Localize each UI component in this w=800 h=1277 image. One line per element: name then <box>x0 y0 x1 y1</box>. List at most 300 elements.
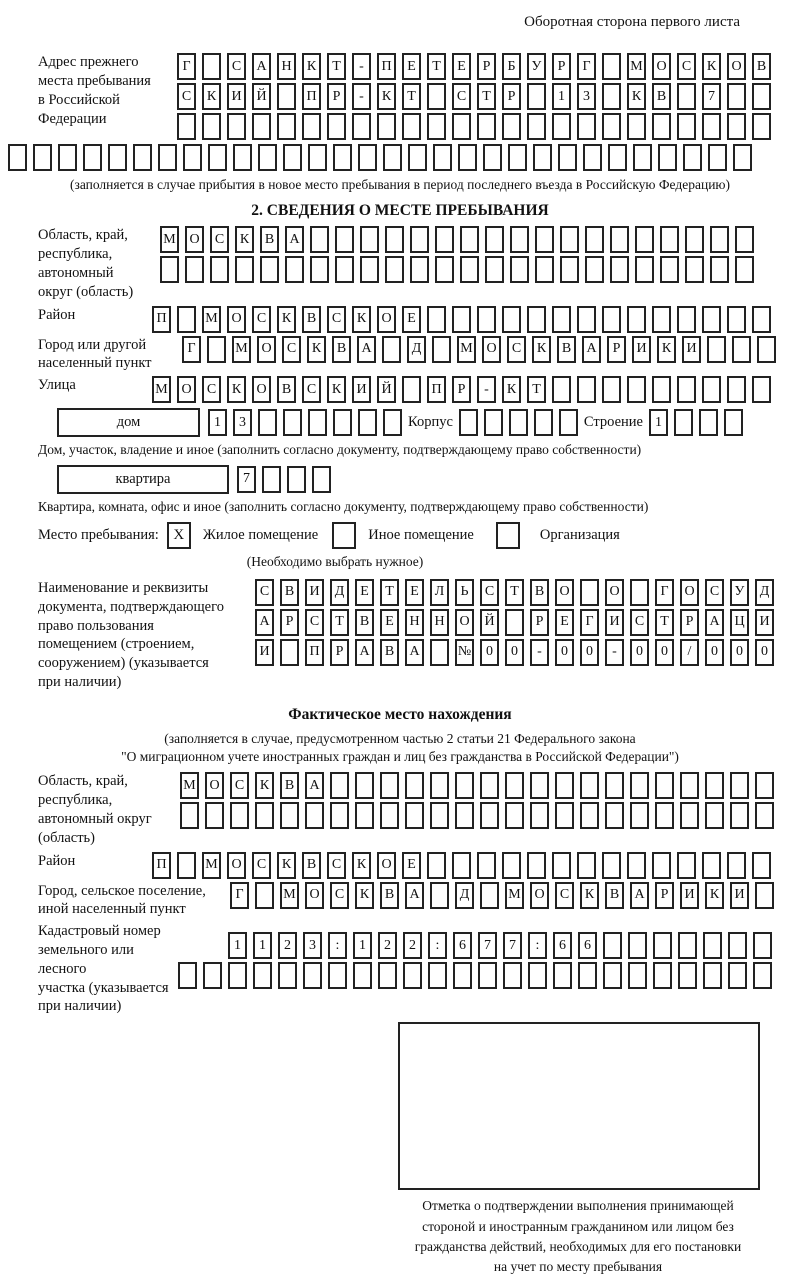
other-premises-checkbox[interactable] <box>332 522 356 549</box>
char-box[interactable] <box>527 83 546 110</box>
char-box[interactable] <box>653 962 672 989</box>
char-box[interactable] <box>333 144 352 171</box>
char-box[interactable]: И <box>682 336 701 363</box>
char-box[interactable] <box>385 256 404 283</box>
char-box[interactable] <box>755 772 774 799</box>
char-box[interactable] <box>655 802 674 829</box>
char-box[interactable] <box>483 144 502 171</box>
char-box[interactable] <box>752 113 771 140</box>
char-box[interactable] <box>459 409 478 436</box>
char-box[interactable]: А <box>305 772 324 799</box>
char-box[interactable] <box>202 53 221 80</box>
char-box[interactable]: В <box>280 579 299 606</box>
char-box[interactable] <box>233 144 252 171</box>
char-box[interactable] <box>477 306 496 333</box>
char-box[interactable]: Т <box>402 83 421 110</box>
char-box[interactable] <box>732 336 751 363</box>
char-box[interactable]: О <box>605 579 624 606</box>
char-box[interactable]: М <box>232 336 251 363</box>
char-box[interactable]: Е <box>555 609 574 636</box>
char-box[interactable] <box>305 802 324 829</box>
char-box[interactable] <box>280 802 299 829</box>
char-box[interactable] <box>752 376 771 403</box>
char-box[interactable] <box>280 639 299 666</box>
char-box[interactable]: К <box>532 336 551 363</box>
char-box[interactable]: - <box>605 639 624 666</box>
char-box[interactable] <box>380 772 399 799</box>
char-box[interactable] <box>478 962 497 989</box>
char-box[interactable] <box>358 144 377 171</box>
char-box[interactable]: 1 <box>353 932 372 959</box>
char-box[interactable]: Д <box>455 882 474 909</box>
char-box[interactable]: М <box>160 226 179 253</box>
char-box[interactable] <box>202 113 221 140</box>
char-box[interactable] <box>728 962 747 989</box>
char-box[interactable]: Н <box>405 609 424 636</box>
char-box[interactable]: 0 <box>630 639 649 666</box>
char-box[interactable]: И <box>730 882 749 909</box>
char-box[interactable]: С <box>230 772 249 799</box>
char-box[interactable] <box>277 83 296 110</box>
char-box[interactable]: С <box>507 336 526 363</box>
char-box[interactable]: К <box>307 336 326 363</box>
char-box[interactable]: Б <box>502 53 521 80</box>
char-box[interactable] <box>602 53 621 80</box>
char-box[interactable] <box>435 256 454 283</box>
char-box[interactable] <box>208 144 227 171</box>
char-box[interactable]: : <box>528 932 547 959</box>
char-box[interactable] <box>677 306 696 333</box>
char-box[interactable]: Н <box>430 609 449 636</box>
char-box[interactable] <box>302 113 321 140</box>
char-box[interactable] <box>527 306 546 333</box>
char-box[interactable]: А <box>285 226 304 253</box>
char-box[interactable] <box>258 144 277 171</box>
char-box[interactable]: П <box>152 306 171 333</box>
char-box[interactable] <box>383 409 402 436</box>
char-box[interactable]: О <box>727 53 746 80</box>
char-box[interactable] <box>502 852 521 879</box>
char-box[interactable]: 2 <box>403 932 422 959</box>
char-box[interactable] <box>503 962 522 989</box>
char-box[interactable]: - <box>530 639 549 666</box>
char-box[interactable] <box>680 802 699 829</box>
char-box[interactable] <box>627 306 646 333</box>
char-box[interactable]: 0 <box>505 639 524 666</box>
char-box[interactable] <box>430 639 449 666</box>
char-box[interactable]: Е <box>355 579 374 606</box>
char-box[interactable]: А <box>405 639 424 666</box>
char-box[interactable]: О <box>205 772 224 799</box>
char-box[interactable]: У <box>730 579 749 606</box>
char-box[interactable]: С <box>282 336 301 363</box>
char-box[interactable]: С <box>227 53 246 80</box>
char-box[interactable] <box>333 409 352 436</box>
char-box[interactable]: В <box>302 306 321 333</box>
char-box[interactable]: У <box>527 53 546 80</box>
char-box[interactable] <box>258 409 277 436</box>
char-box[interactable] <box>428 962 447 989</box>
char-box[interactable]: Г <box>230 882 249 909</box>
char-box[interactable] <box>627 113 646 140</box>
char-box[interactable] <box>710 226 729 253</box>
char-box[interactable]: 2 <box>378 932 397 959</box>
char-box[interactable]: С <box>252 306 271 333</box>
char-box[interactable]: С <box>677 53 696 80</box>
char-box[interactable] <box>530 802 549 829</box>
char-box[interactable]: Й <box>377 376 396 403</box>
char-box[interactable] <box>602 376 621 403</box>
char-box[interactable]: Т <box>477 83 496 110</box>
char-box[interactable] <box>755 802 774 829</box>
char-box[interactable] <box>408 144 427 171</box>
char-box[interactable] <box>33 144 52 171</box>
char-box[interactable]: Т <box>330 609 349 636</box>
char-box[interactable] <box>402 113 421 140</box>
char-box[interactable]: Л <box>430 579 449 606</box>
char-box[interactable] <box>577 852 596 879</box>
char-box[interactable] <box>355 802 374 829</box>
char-box[interactable]: М <box>180 772 199 799</box>
char-box[interactable] <box>330 802 349 829</box>
char-box[interactable] <box>730 802 749 829</box>
char-box[interactable]: Й <box>480 609 499 636</box>
char-box[interactable]: О <box>555 579 574 606</box>
char-box[interactable]: К <box>255 772 274 799</box>
char-box[interactable]: С <box>330 882 349 909</box>
char-box[interactable]: Е <box>402 852 421 879</box>
char-box[interactable] <box>260 256 279 283</box>
char-box[interactable]: Р <box>607 336 626 363</box>
char-box[interactable] <box>310 226 329 253</box>
char-box[interactable] <box>177 852 196 879</box>
char-box[interactable] <box>230 802 249 829</box>
char-box[interactable] <box>360 226 379 253</box>
char-box[interactable] <box>627 376 646 403</box>
char-box[interactable] <box>207 336 226 363</box>
char-box[interactable]: Р <box>280 609 299 636</box>
char-box[interactable] <box>485 256 504 283</box>
char-box[interactable] <box>378 962 397 989</box>
char-box[interactable] <box>458 144 477 171</box>
char-box[interactable] <box>58 144 77 171</box>
char-box[interactable] <box>235 256 254 283</box>
char-box[interactable] <box>580 802 599 829</box>
char-box[interactable] <box>455 802 474 829</box>
char-box[interactable] <box>558 144 577 171</box>
char-box[interactable] <box>185 256 204 283</box>
char-box[interactable]: П <box>152 852 171 879</box>
char-box[interactable]: Е <box>405 579 424 606</box>
char-box[interactable]: 6 <box>578 932 597 959</box>
char-box[interactable] <box>178 962 197 989</box>
char-box[interactable] <box>380 802 399 829</box>
char-box[interactable]: А <box>255 609 274 636</box>
char-box[interactable] <box>352 113 371 140</box>
char-box[interactable] <box>608 144 627 171</box>
char-box[interactable]: 1 <box>649 409 668 436</box>
char-box[interactable]: О <box>377 306 396 333</box>
char-box[interactable] <box>435 226 454 253</box>
char-box[interactable] <box>702 852 721 879</box>
char-box[interactable] <box>530 772 549 799</box>
char-box[interactable] <box>405 772 424 799</box>
char-box[interactable] <box>453 962 472 989</box>
char-box[interactable] <box>484 409 503 436</box>
char-box[interactable]: Ь <box>455 579 474 606</box>
char-box[interactable]: С <box>630 609 649 636</box>
char-box[interactable]: М <box>152 376 171 403</box>
char-box[interactable] <box>360 256 379 283</box>
char-box[interactable] <box>602 113 621 140</box>
char-box[interactable]: А <box>582 336 601 363</box>
char-box[interactable] <box>703 932 722 959</box>
char-box[interactable]: О <box>227 306 246 333</box>
char-box[interactable]: М <box>202 306 221 333</box>
char-box[interactable]: 7 <box>503 932 522 959</box>
char-box[interactable] <box>485 226 504 253</box>
char-box[interactable]: К <box>580 882 599 909</box>
char-box[interactable]: - <box>352 53 371 80</box>
char-box[interactable] <box>330 772 349 799</box>
char-box[interactable] <box>552 113 571 140</box>
char-box[interactable] <box>633 144 652 171</box>
char-box[interactable] <box>552 306 571 333</box>
char-box[interactable] <box>460 226 479 253</box>
char-box[interactable] <box>578 962 597 989</box>
char-box[interactable]: С <box>452 83 471 110</box>
char-box[interactable] <box>205 802 224 829</box>
char-box[interactable] <box>160 256 179 283</box>
char-box[interactable]: Р <box>477 53 496 80</box>
char-box[interactable] <box>427 852 446 879</box>
char-box[interactable]: О <box>305 882 324 909</box>
char-box[interactable]: Г <box>577 53 596 80</box>
char-box[interactable] <box>253 962 272 989</box>
char-box[interactable] <box>602 852 621 879</box>
char-box[interactable]: А <box>405 882 424 909</box>
char-box[interactable] <box>752 306 771 333</box>
char-box[interactable] <box>534 409 553 436</box>
char-box[interactable]: К <box>355 882 374 909</box>
char-box[interactable]: С <box>252 852 271 879</box>
char-box[interactable] <box>680 772 699 799</box>
char-box[interactable] <box>505 802 524 829</box>
char-box[interactable] <box>508 144 527 171</box>
char-box[interactable]: К <box>352 306 371 333</box>
char-box[interactable]: К <box>202 83 221 110</box>
char-box[interactable]: 1 <box>228 932 247 959</box>
char-box[interactable]: О <box>257 336 276 363</box>
char-box[interactable]: С <box>327 852 346 879</box>
char-box[interactable]: А <box>355 639 374 666</box>
char-box[interactable]: А <box>252 53 271 80</box>
char-box[interactable]: П <box>377 53 396 80</box>
char-box[interactable]: - <box>352 83 371 110</box>
char-box[interactable] <box>278 962 297 989</box>
char-box[interactable]: В <box>302 852 321 879</box>
char-box[interactable] <box>327 113 346 140</box>
char-box[interactable] <box>510 256 529 283</box>
char-box[interactable]: 2 <box>278 932 297 959</box>
char-box[interactable]: В <box>380 882 399 909</box>
char-box[interactable] <box>635 226 654 253</box>
char-box[interactable] <box>727 83 746 110</box>
char-box[interactable] <box>410 256 429 283</box>
char-box[interactable]: 1 <box>552 83 571 110</box>
char-box[interactable] <box>383 144 402 171</box>
char-box[interactable]: М <box>202 852 221 879</box>
char-box[interactable]: И <box>352 376 371 403</box>
char-box[interactable] <box>452 852 471 879</box>
char-box[interactable]: К <box>702 53 721 80</box>
char-box[interactable] <box>602 83 621 110</box>
char-box[interactable]: К <box>277 852 296 879</box>
char-box[interactable] <box>252 113 271 140</box>
char-box[interactable] <box>228 962 247 989</box>
char-box[interactable]: М <box>627 53 646 80</box>
char-box[interactable]: Г <box>177 53 196 80</box>
char-box[interactable] <box>432 336 451 363</box>
char-box[interactable] <box>577 113 596 140</box>
char-box[interactable]: 1 <box>208 409 227 436</box>
char-box[interactable] <box>580 772 599 799</box>
char-box[interactable] <box>627 852 646 879</box>
char-box[interactable] <box>705 772 724 799</box>
char-box[interactable]: К <box>705 882 724 909</box>
char-box[interactable] <box>677 83 696 110</box>
char-box[interactable] <box>403 962 422 989</box>
char-box[interactable] <box>158 144 177 171</box>
char-box[interactable] <box>385 226 404 253</box>
char-box[interactable]: Т <box>427 53 446 80</box>
char-box[interactable] <box>262 466 281 493</box>
char-box[interactable] <box>628 962 647 989</box>
char-box[interactable]: И <box>680 882 699 909</box>
char-box[interactable] <box>460 256 479 283</box>
char-box[interactable] <box>283 144 302 171</box>
char-box[interactable]: К <box>327 376 346 403</box>
char-box[interactable] <box>752 83 771 110</box>
char-box[interactable] <box>705 802 724 829</box>
char-box[interactable]: : <box>328 932 347 959</box>
char-box[interactable] <box>555 802 574 829</box>
char-box[interactable] <box>552 376 571 403</box>
char-box[interactable] <box>735 226 754 253</box>
char-box[interactable]: К <box>227 376 246 403</box>
char-box[interactable] <box>255 882 274 909</box>
char-box[interactable] <box>560 226 579 253</box>
char-box[interactable] <box>505 772 524 799</box>
char-box[interactable] <box>433 144 452 171</box>
char-box[interactable] <box>8 144 27 171</box>
char-box[interactable]: М <box>457 336 476 363</box>
char-box[interactable]: С <box>202 376 221 403</box>
residential-checkbox[interactable]: X <box>167 522 191 549</box>
char-box[interactable] <box>303 962 322 989</box>
char-box[interactable] <box>480 802 499 829</box>
char-box[interactable] <box>685 226 704 253</box>
char-box[interactable] <box>753 962 772 989</box>
char-box[interactable]: А <box>705 609 724 636</box>
char-box[interactable] <box>533 144 552 171</box>
char-box[interactable] <box>724 409 743 436</box>
char-box[interactable] <box>757 336 776 363</box>
char-box[interactable]: П <box>302 83 321 110</box>
char-box[interactable]: Е <box>402 53 421 80</box>
char-box[interactable] <box>108 144 127 171</box>
char-box[interactable]: П <box>305 639 324 666</box>
char-box[interactable]: А <box>630 882 649 909</box>
char-box[interactable] <box>528 962 547 989</box>
char-box[interactable]: П <box>427 376 446 403</box>
char-box[interactable]: О <box>652 53 671 80</box>
char-box[interactable]: 0 <box>755 639 774 666</box>
char-box[interactable] <box>335 256 354 283</box>
char-box[interactable]: : <box>428 932 447 959</box>
char-box[interactable] <box>603 932 622 959</box>
char-box[interactable] <box>727 306 746 333</box>
char-box[interactable] <box>580 579 599 606</box>
char-box[interactable]: И <box>305 579 324 606</box>
char-box[interactable]: О <box>177 376 196 403</box>
char-box[interactable] <box>702 376 721 403</box>
char-box[interactable] <box>652 113 671 140</box>
char-box[interactable] <box>382 336 401 363</box>
char-box[interactable]: В <box>752 53 771 80</box>
char-box[interactable]: Д <box>755 579 774 606</box>
char-box[interactable] <box>410 226 429 253</box>
char-box[interactable]: К <box>277 306 296 333</box>
char-box[interactable]: В <box>280 772 299 799</box>
char-box[interactable]: 0 <box>705 639 724 666</box>
char-box[interactable]: Р <box>552 53 571 80</box>
char-box[interactable]: С <box>305 609 324 636</box>
char-box[interactable] <box>177 306 196 333</box>
char-box[interactable] <box>727 852 746 879</box>
char-box[interactable] <box>678 932 697 959</box>
char-box[interactable]: С <box>210 226 229 253</box>
char-box[interactable]: 0 <box>580 639 599 666</box>
char-box[interactable] <box>727 113 746 140</box>
char-box[interactable]: Р <box>680 609 699 636</box>
char-box[interactable]: Й <box>252 83 271 110</box>
char-box[interactable] <box>602 306 621 333</box>
char-box[interactable]: О <box>252 376 271 403</box>
char-box[interactable] <box>652 376 671 403</box>
char-box[interactable]: К <box>657 336 676 363</box>
char-box[interactable]: С <box>705 579 724 606</box>
char-box[interactable] <box>477 852 496 879</box>
char-box[interactable] <box>752 852 771 879</box>
char-box[interactable]: Т <box>380 579 399 606</box>
char-box[interactable] <box>427 306 446 333</box>
char-box[interactable]: К <box>352 852 371 879</box>
char-box[interactable] <box>702 306 721 333</box>
char-box[interactable]: К <box>302 53 321 80</box>
char-box[interactable]: О <box>185 226 204 253</box>
char-box[interactable] <box>635 256 654 283</box>
char-box[interactable]: К <box>502 376 521 403</box>
char-box[interactable] <box>335 226 354 253</box>
char-box[interactable]: В <box>557 336 576 363</box>
char-box[interactable]: Р <box>530 609 549 636</box>
char-box[interactable]: В <box>380 639 399 666</box>
char-box[interactable] <box>430 772 449 799</box>
char-box[interactable]: И <box>255 639 274 666</box>
char-box[interactable] <box>328 962 347 989</box>
char-box[interactable]: О <box>482 336 501 363</box>
